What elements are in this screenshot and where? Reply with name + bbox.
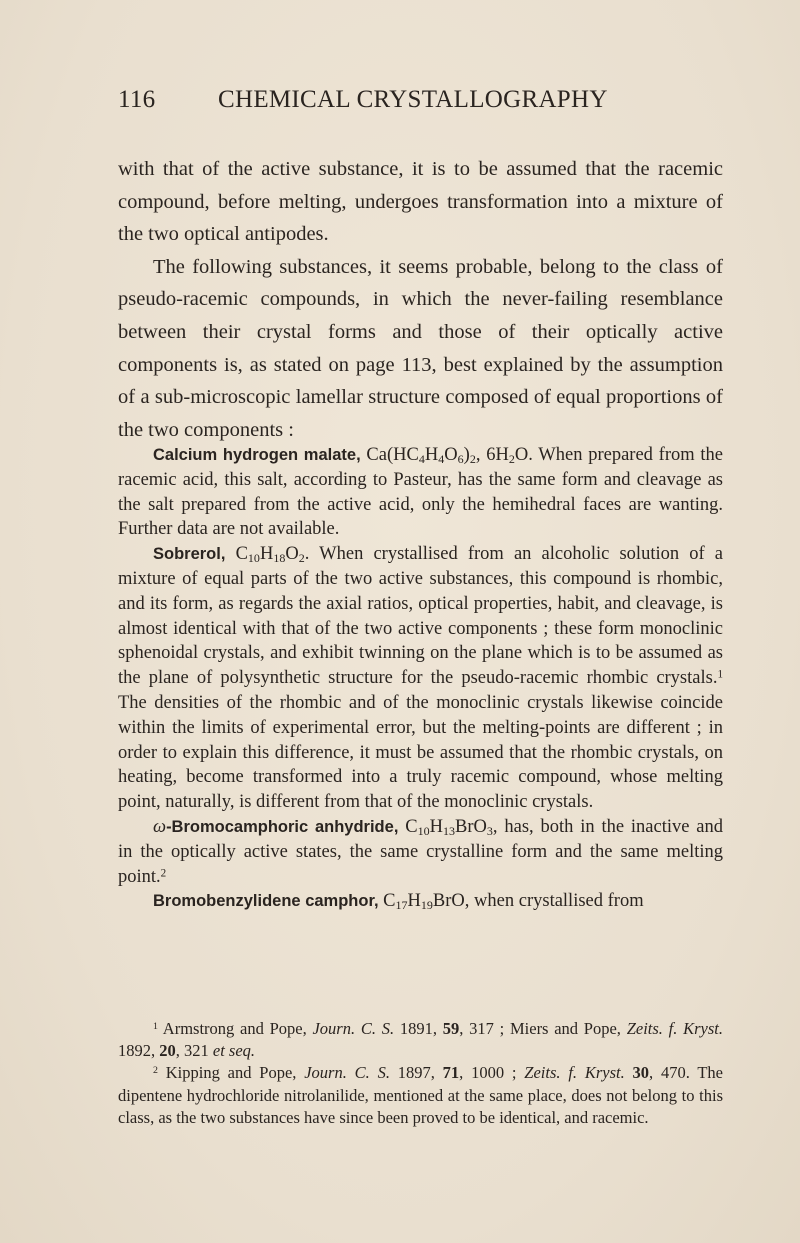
formula-subscript: 17	[395, 898, 408, 913]
compound-entries	[118, 443, 723, 914]
body-text	[118, 153, 723, 446]
compound-entry	[118, 542, 723, 815]
footnote-text: 1891,	[394, 1019, 443, 1038]
footnote	[118, 1018, 723, 1062]
compound-name: Sobrerol,	[153, 545, 226, 564]
footnote-text: Journ. C. S.	[304, 1063, 390, 1083]
chemical-formula: $C_{10}H_{18}O_2$.	[235, 544, 310, 566]
chemical-formula: $C_{10}H_{13}BrO_3$,	[405, 816, 498, 838]
footnote-text: 59	[442, 1019, 460, 1038]
footnote-text: 71	[442, 1063, 460, 1083]
compound-entry	[118, 443, 723, 542]
entry-text: when crystallised from	[474, 891, 644, 912]
footnotes	[118, 1018, 723, 1129]
footnote-text: 20	[159, 1041, 176, 1061]
paragraph: The following substances, it seems probable, belong to the class of pseudo-racemic compounds, in which the never-failing resemblance between their crystal forms and those of their optically active components is, as stated on page 113, best explained by the assumption of a sub-microscopic lamellar structure composed of equal proportions of the two components :	[118, 255, 723, 441]
formula-subscript: 2	[508, 452, 515, 466]
running-title: CHEMICAL CRYSTALLOGRAPHY	[218, 86, 608, 113]
footnote-ref: 1	[717, 668, 723, 681]
footnote-text: Zeits. f. Kryst.	[524, 1063, 625, 1083]
footnote-text: 30	[632, 1063, 650, 1083]
compound-name: -Bromocamphoric anhydride,	[166, 817, 399, 836]
footnote-text: 1892,	[118, 1041, 160, 1061]
footnote-text: et seq.	[212, 1041, 256, 1061]
formula-subscript: 10	[247, 551, 260, 566]
page-number: 116	[118, 86, 156, 113]
footnote-text: Armstrong and Pope,	[162, 1019, 313, 1038]
footnote-ref: 2	[160, 867, 167, 879]
compound-name: Calcium hydrogen malate,	[153, 446, 361, 464]
footnote-text: , 317 ; Miers and Pope,	[459, 1019, 627, 1038]
formula-subscript: 3	[486, 823, 493, 838]
formula-subscript: 2	[298, 551, 305, 566]
footnote-text: Zeits. f. Kryst.	[626, 1019, 723, 1038]
footnote-text: Journ. C. S.	[312, 1019, 395, 1038]
footnote	[118, 1062, 723, 1129]
footnote-marker: 2	[153, 1065, 158, 1077]
entry-prefix: ω	[153, 816, 167, 837]
formula-subscript: 4	[418, 452, 425, 466]
footnote-text: , 321	[175, 1041, 213, 1061]
footnote-text: Kipping and Pope,	[165, 1063, 305, 1083]
formula-subscript: 4	[438, 452, 445, 466]
footnote-text: , 470. The dipentene hydrochloride nitrolanilide, mentioned at the same place, does not belong to this class, as the two substances have since been proved to be identical, and racemic.	[118, 1063, 723, 1127]
footnote-text: 1897,	[389, 1063, 443, 1083]
entry-text: When prepared from the racemic acid, this salt, according to Pasteur, has the same form and cleavage as the salt prepared from the active acid, only the hemihedral faces are wanting. Further data are not available.	[118, 445, 723, 540]
entry-text: The densities of the rhombic and of the monoclinic crystals likewise coincide within the limits of experimental error, but the melting-points are different ; in order to explain this difference, it must be assumed that the rhombic crystals, on heating, become transformed into a truly racemic compound, whose melting point, naturally, is different from that of the monoclinic crystals.	[118, 692, 723, 813]
compound-name: Bromobenzylidene camphor,	[153, 892, 379, 911]
formula-subscript: 19	[420, 898, 433, 913]
chemical-formula: $Ca(HC_4H_4O_6)_2$, $6H_2O$.	[366, 445, 533, 466]
formula-subscript: 13	[442, 823, 455, 838]
footnote-text	[625, 1063, 633, 1082]
compound-entry	[118, 815, 723, 889]
formula-subscript: 6	[457, 452, 464, 466]
formula-subscript: 18	[273, 551, 286, 566]
footnote-marker: 1	[153, 1021, 158, 1033]
compound-entry	[118, 889, 723, 914]
running-header	[118, 86, 678, 114]
entry-text: When crystallised from an alcoholic solution of a mixture of equal parts of the two active substances, this compound is rhombic, and its form, as regards the axial ratios, optical properties, habit, and cleavage, is almost identical with that of the two active components ; these form monoclinic sphenoidal crystals, and exhibit twinning on the plane which is to be assumed as the plane of polysynthetic structure for the pseudo-racemic rhombic crystals.	[118, 544, 723, 689]
formula-subscript: 10	[417, 823, 430, 838]
chemical-formula: $C_{17}H_{19}BrO$,	[383, 891, 470, 913]
entry-text: has, both in the inactive and in the optically active states, the same crystalline form and the same melting point.	[118, 816, 723, 887]
formula-subscript: 2	[469, 452, 476, 466]
footnote-text: , 1000 ;	[459, 1063, 525, 1083]
paragraph: with that of the active substance, it is to be assumed that the racemic compound, before melting, undergoes transformation into a mixture of the two optical antipodes.	[118, 158, 723, 246]
